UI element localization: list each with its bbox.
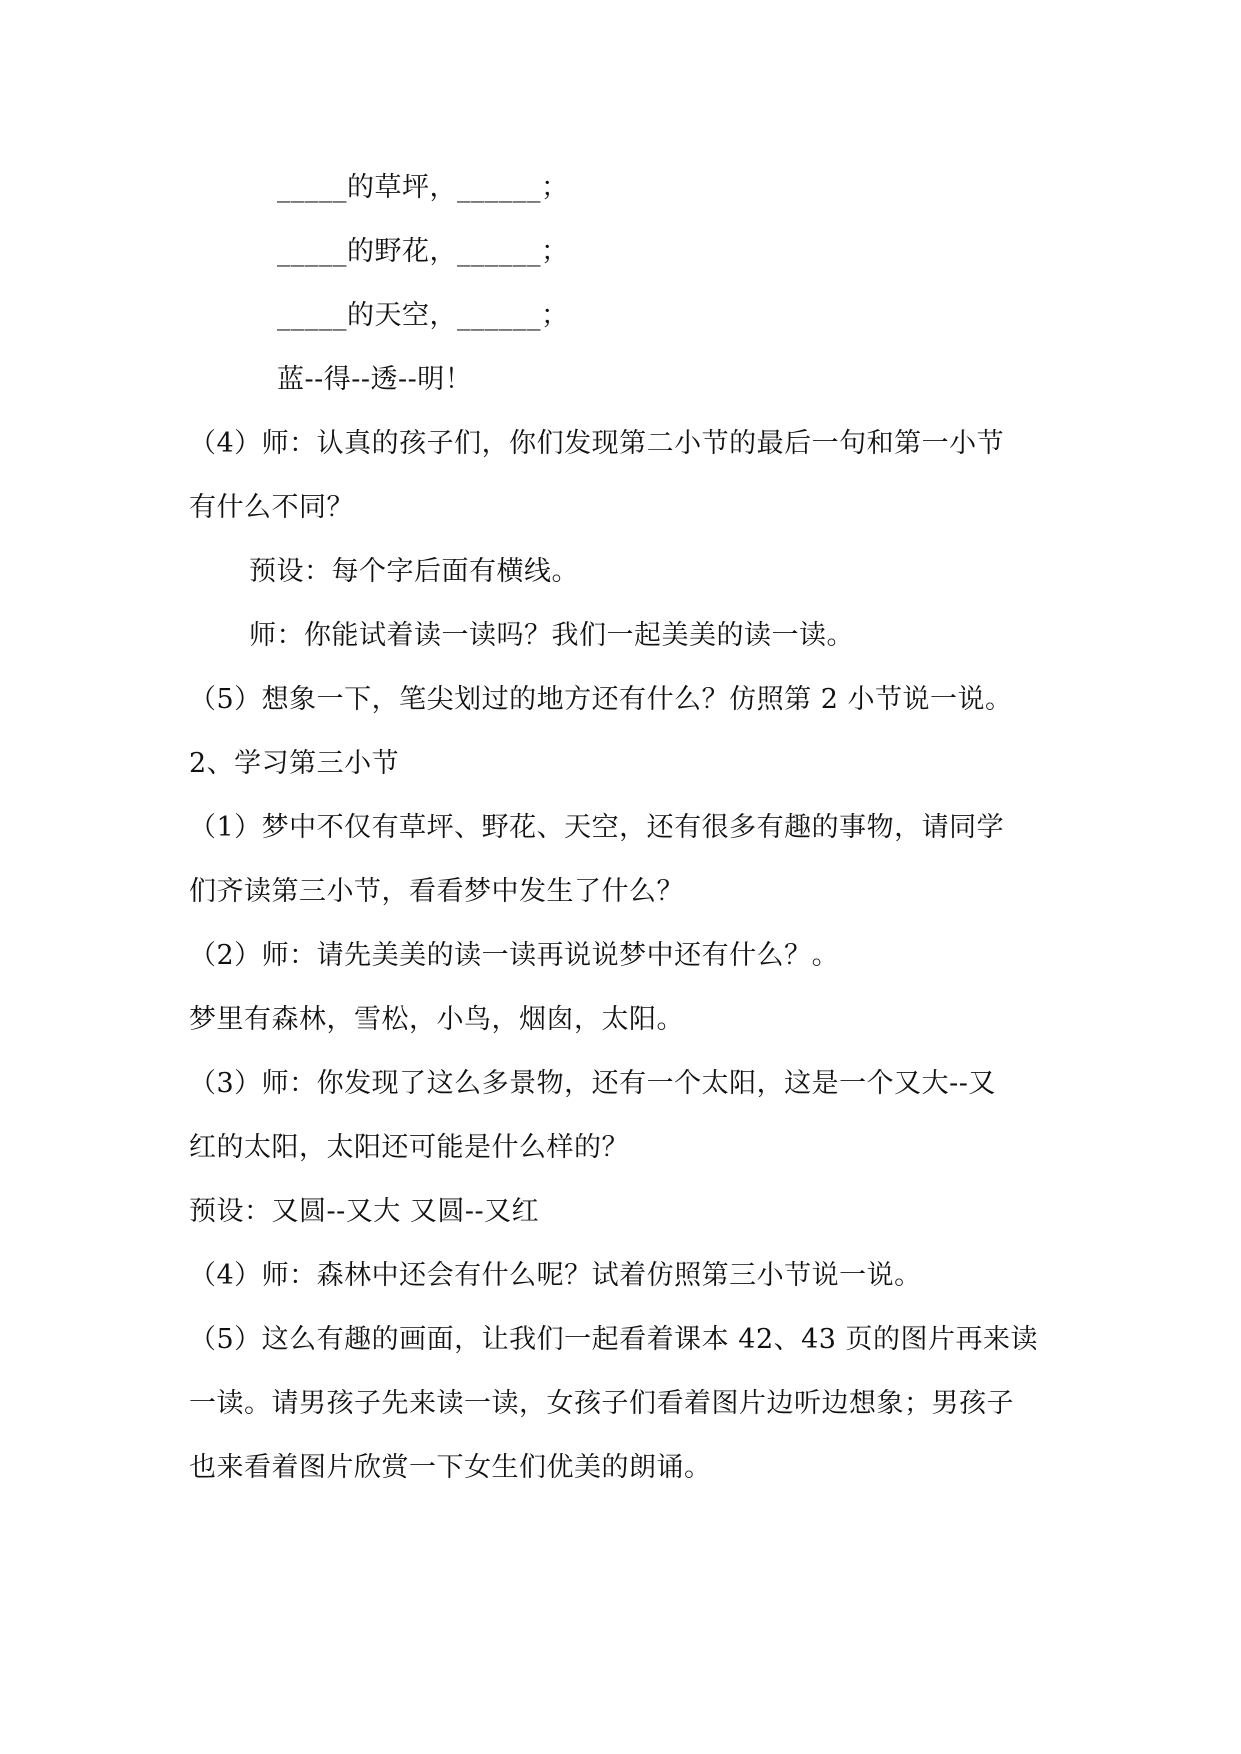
teacher-line: 师：你能试着读一读吗？我们一起美美的读一读。	[249, 620, 854, 651]
paragraph-line: 也来看着图片欣赏一下女生们优美的朗诵。	[189, 1452, 712, 1483]
paragraph-line: （4）师：森林中还会有什么呢？试着仿照第三小节说一说。	[189, 1260, 922, 1291]
poem-line-blue-transparent: 蓝--得--透--明！	[277, 364, 473, 395]
paragraph-line: 们齐读第三小节，看看梦中发生了什么？	[189, 876, 684, 907]
section-heading: 2、学习第三小节	[189, 748, 400, 779]
blank-line-sky: _____的天空，______；	[277, 300, 569, 331]
paragraph-line: 红的太阳，太阳还可能是什么样的？	[189, 1132, 629, 1163]
blank-line-grass: _____的草坪，______；	[277, 172, 569, 203]
paragraph-line: 有什么不同？	[189, 492, 354, 523]
paragraph-line: （5）这么有趣的画面，让我们一起看着课本 42、43 页的图片再来读	[189, 1324, 1039, 1355]
paragraph-line: （2）师：请先美美的读一读再说说梦中还有什么？。	[189, 940, 840, 971]
paragraph-line: 一读。请男孩子先来读一读，女孩子们看着图片边听边想象；男孩子	[189, 1388, 1014, 1419]
paragraph-line: （1）梦中不仅有草坪、野花、天空，还有很多有趣的事物，请同学	[189, 812, 1005, 843]
paragraph-line: 梦里有森林，雪松，小鸟，烟囱，太阳。	[189, 1004, 684, 1035]
paragraph-line: （3）师：你发现了这么多景物，还有一个太阳，这是一个又大--又	[189, 1068, 996, 1099]
preset-answer-line: 预设：每个字后面有横线。	[249, 556, 579, 587]
blank-line-flowers: _____的野花，______；	[277, 236, 569, 267]
paragraph-line: （5）想象一下，笔尖划过的地方还有什么？仿照第 2 小节说一说。	[189, 684, 1013, 715]
preset-answer-line: 预设：又圆--又大 又圆--又红	[189, 1196, 540, 1227]
paragraph-line: （4）师：认真的孩子们，你们发现第二小节的最后一句和第一小节	[189, 428, 1005, 459]
